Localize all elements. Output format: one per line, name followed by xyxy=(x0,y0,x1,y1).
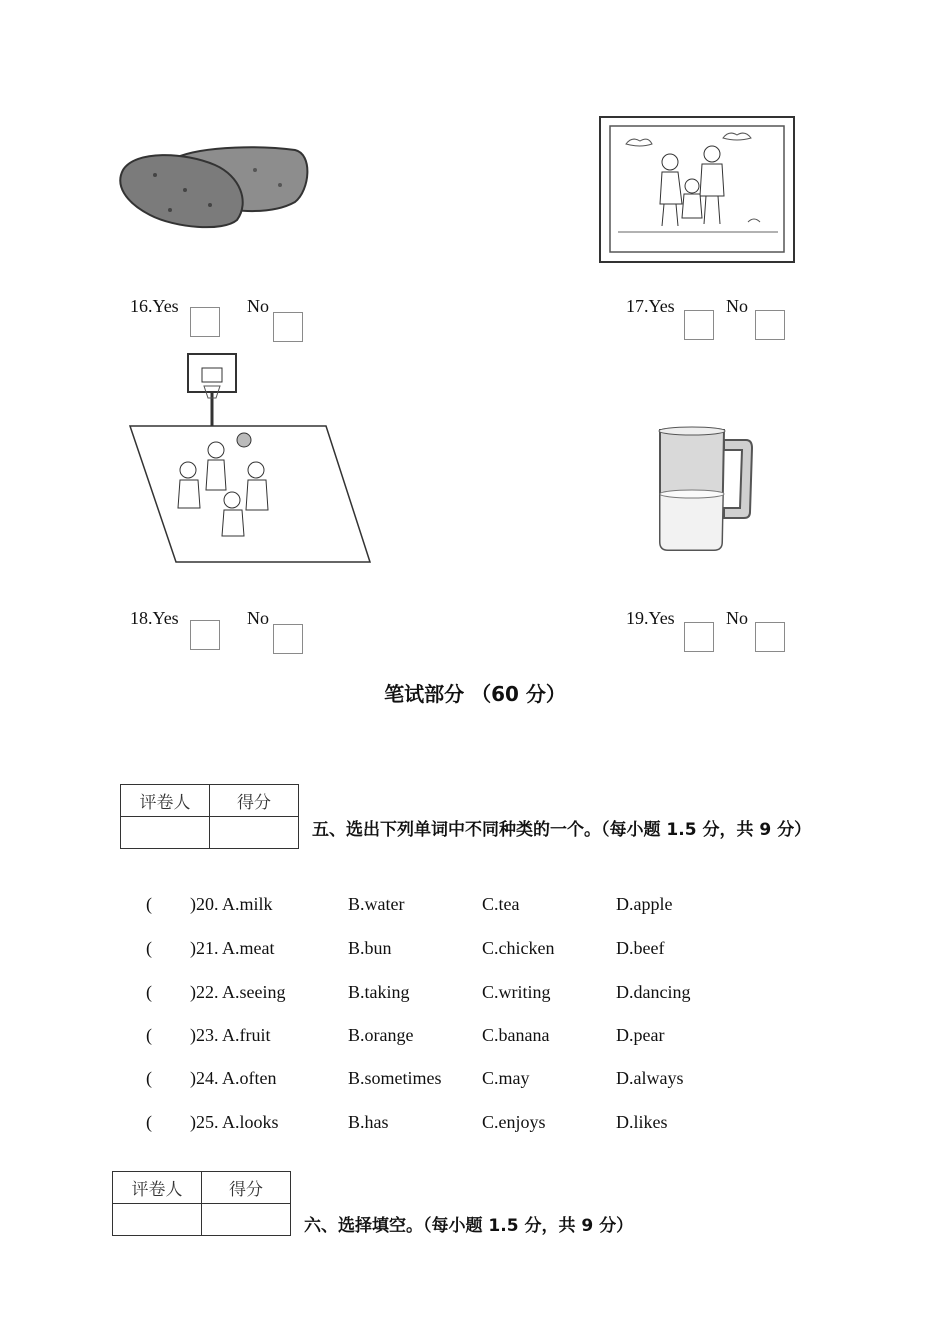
q18-no-checkbox[interactable] xyxy=(273,624,303,654)
option-c: C.chicken xyxy=(482,938,555,958)
option-c: C.may xyxy=(482,1068,530,1088)
option-a: A.fruit xyxy=(222,1025,271,1045)
option-b: B.has xyxy=(348,1112,389,1132)
family-photo-picture xyxy=(598,114,798,266)
question-number: )25. xyxy=(190,1112,219,1132)
option-d: D.beef xyxy=(616,938,665,958)
question-number: )22. xyxy=(190,982,219,1002)
option-d: D.pear xyxy=(616,1025,665,1045)
jug-picture xyxy=(652,424,756,554)
option-a: A.looks xyxy=(222,1112,279,1132)
grader-cell[interactable] xyxy=(113,1204,202,1236)
section5-heading: 五、选出下列单词中不同种类的一个。（每小题 1.5 分，共 9 分） xyxy=(312,820,812,840)
option-b: B.water xyxy=(348,894,405,914)
option-a: A.milk xyxy=(222,894,273,914)
question-number: )21. xyxy=(190,938,219,958)
option-d: D.always xyxy=(616,1068,684,1088)
score-cell[interactable] xyxy=(202,1204,291,1236)
q17-no-label: No xyxy=(726,296,748,316)
q16-no-label: No xyxy=(247,296,269,316)
question-number: )23. xyxy=(190,1025,219,1045)
answer-blank[interactable]: ( xyxy=(146,1068,152,1088)
grader-header: 评卷人 xyxy=(121,785,210,817)
answer-blank[interactable]: ( xyxy=(146,894,152,914)
written-part-title: 笔试部分 （60 分） xyxy=(384,682,566,706)
option-d: D.dancing xyxy=(616,982,691,1002)
q19-no-checkbox[interactable] xyxy=(755,622,785,652)
question-number: )20. xyxy=(190,894,219,914)
potatoes-picture xyxy=(115,140,315,235)
answer-blank[interactable]: ( xyxy=(146,982,152,1002)
q18-label: 18.Yes xyxy=(130,608,179,628)
option-a: A.seeing xyxy=(222,982,286,1002)
option-a: A.meat xyxy=(222,938,275,958)
section6-score-table xyxy=(112,1171,291,1236)
score-cell[interactable] xyxy=(210,817,299,849)
score-header: 得分 xyxy=(202,1172,291,1204)
q19-label: 19.Yes xyxy=(626,608,675,628)
q18-no-label: No xyxy=(247,608,269,628)
section6-heading: 六、选择填空。（每小题 1.5 分，共 9 分） xyxy=(304,1216,634,1236)
answer-blank[interactable]: ( xyxy=(146,1112,152,1132)
option-b: B.orange xyxy=(348,1025,414,1045)
question-row xyxy=(146,1068,846,1094)
q16-no-checkbox[interactable] xyxy=(273,312,303,342)
question-row xyxy=(146,894,846,920)
q17-yes-checkbox[interactable] xyxy=(684,310,714,340)
option-c: C.tea xyxy=(482,894,520,914)
q19-no-label: No xyxy=(726,608,748,628)
option-d: D.likes xyxy=(616,1112,668,1132)
question-row xyxy=(146,1025,846,1051)
q16-label: 16.Yes xyxy=(130,296,179,316)
question-number: )24. xyxy=(190,1068,219,1088)
option-c: C.writing xyxy=(482,982,551,1002)
option-c: C.enjoys xyxy=(482,1112,546,1132)
q18-yes-checkbox[interactable] xyxy=(190,620,220,650)
option-a: A.often xyxy=(222,1068,277,1088)
question-row xyxy=(146,1112,846,1138)
option-b: B.taking xyxy=(348,982,410,1002)
question-row xyxy=(146,938,846,964)
answer-blank[interactable]: ( xyxy=(146,1025,152,1045)
grader-cell[interactable] xyxy=(121,817,210,849)
score-header: 得分 xyxy=(210,785,299,817)
q19-yes-checkbox[interactable] xyxy=(684,622,714,652)
section5-score-table xyxy=(120,784,299,849)
option-d: D.apple xyxy=(616,894,673,914)
option-c: C.banana xyxy=(482,1025,550,1045)
basketball-game-picture xyxy=(126,350,374,568)
q16-yes-checkbox[interactable] xyxy=(190,307,220,337)
grader-header: 评卷人 xyxy=(113,1172,202,1204)
q17-no-checkbox[interactable] xyxy=(755,310,785,340)
q17-label: 17.Yes xyxy=(626,296,675,316)
answer-blank[interactable]: ( xyxy=(146,938,152,958)
question-row xyxy=(146,982,846,1008)
option-b: B.sometimes xyxy=(348,1068,442,1088)
option-b: B.bun xyxy=(348,938,392,958)
